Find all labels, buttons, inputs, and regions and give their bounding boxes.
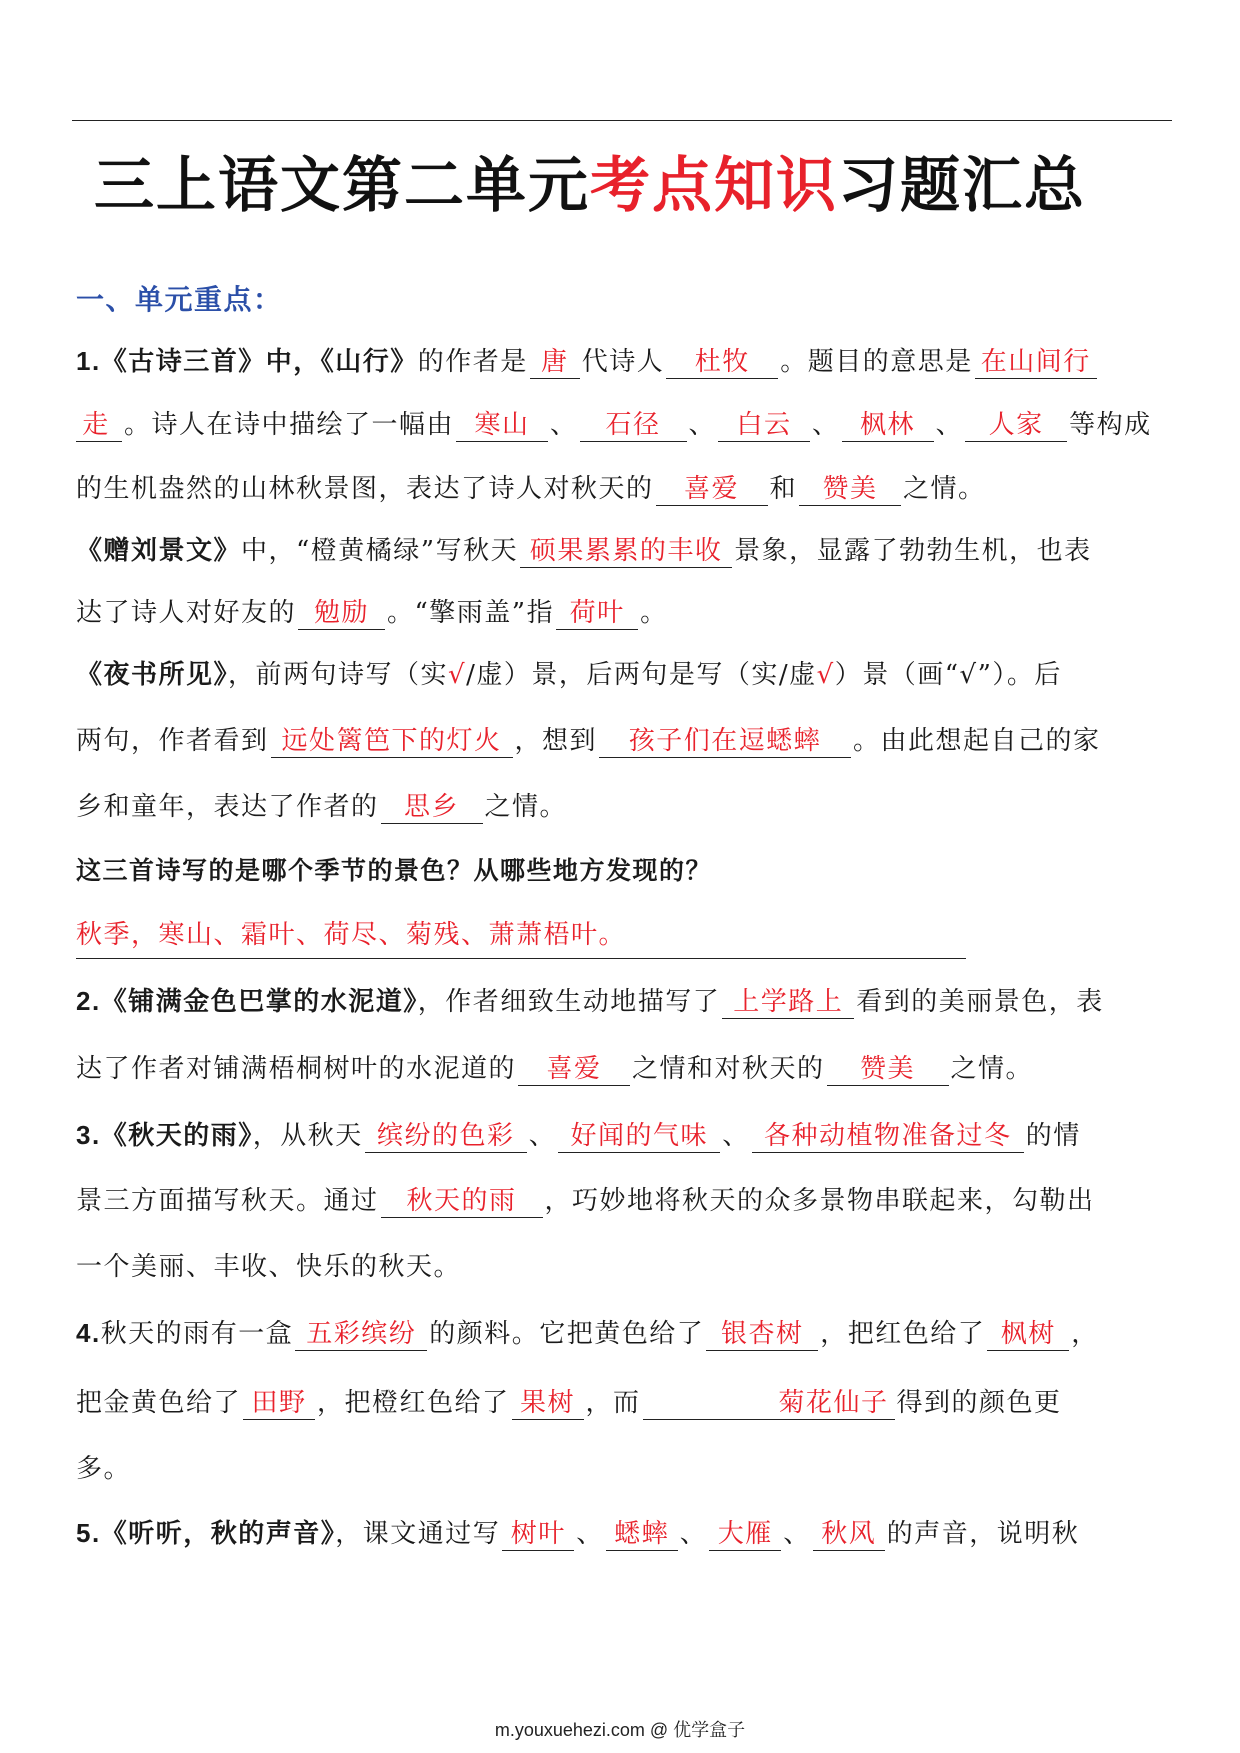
answer-blank: 田野: [243, 1388, 315, 1420]
text: 。题目的意思是: [780, 347, 973, 377]
q4-line-2: [76, 1388, 1062, 1420]
q1-line-6: [76, 660, 1062, 691]
text: 秋天的雨有一盒: [100, 1319, 294, 1349]
answer-blank: 杜牧: [666, 347, 778, 379]
answer-blank: 缤纷的色彩: [365, 1121, 527, 1153]
answer-blank: 大雁: [709, 1519, 781, 1551]
answer-blank: 枫林: [842, 410, 934, 442]
title-part: 习题汇总: [838, 151, 1086, 221]
discussion-answer: 秋季，寒山、霜叶、荷尽、菊残、萧萧梧叶。: [76, 920, 627, 950]
separator: 、: [722, 1121, 750, 1151]
answer-blank: 五彩缤纷: [295, 1319, 427, 1351]
q3-line-2: [76, 1186, 1095, 1218]
answer-blank: 各种动植物准备过冬: [752, 1121, 1024, 1153]
text: 乡和童年，表达了作者的: [76, 792, 379, 822]
answer-blank: 赞美: [827, 1054, 949, 1086]
text: ，课文通过写: [335, 1519, 501, 1549]
answer-blank: 蟋蟀: [606, 1519, 678, 1551]
answer-line: [76, 958, 966, 959]
text: ，从秋天: [252, 1121, 363, 1151]
separator: 、: [935, 410, 964, 440]
answer-blank: 喜爱: [518, 1054, 630, 1086]
answer-blank: 枫树: [987, 1319, 1069, 1351]
text: ，而: [585, 1388, 641, 1418]
poem-title: 《赠刘景文》: [76, 536, 242, 566]
text: 。“擎雨盖”指: [387, 598, 555, 628]
answer-blank: 走: [76, 410, 122, 442]
q4-line-3: [76, 1454, 131, 1485]
text: 。: [640, 598, 668, 628]
text: 把金黄色给了: [76, 1388, 242, 1418]
text: 多。: [76, 1454, 132, 1484]
text: 得到的颜色更: [896, 1388, 1062, 1418]
text: 达了作者对铺满梧桐树叶的水泥道的: [76, 1054, 517, 1084]
answer-blank: 唐: [530, 347, 580, 379]
q1-line-3: [76, 474, 986, 506]
separator: 、: [679, 1519, 708, 1549]
checkmark: √: [816, 660, 835, 690]
answer-blank: 秋风: [813, 1519, 885, 1551]
answer-blank: 树叶: [502, 1519, 574, 1551]
q1-line-8: [76, 792, 567, 824]
text: 代诗人: [581, 347, 665, 377]
answer-blank: 硕果累累的丰收: [520, 536, 732, 568]
text: 。诗人在诗中描绘了一幅由: [124, 410, 455, 440]
question-number: 5.: [76, 1518, 101, 1548]
text: ，把红色给了: [820, 1319, 986, 1349]
separator: 、: [812, 410, 840, 440]
text: 中，“橙黄橘绿”写秋天: [241, 536, 519, 566]
answer-blank: 赞美: [799, 474, 901, 506]
text: ，前两句诗写（实: [228, 660, 449, 690]
text: ，: [1071, 1319, 1099, 1349]
text: 之情和对秋天的: [632, 1054, 825, 1084]
q3-line-3: [76, 1252, 461, 1283]
answer-blank: 秋天的雨: [381, 1186, 543, 1218]
answer-blank: 思乡: [381, 792, 483, 824]
q5-line-1: [76, 1518, 1079, 1551]
answer-blank: 石径: [580, 410, 687, 442]
answer-blank: 勉励: [298, 598, 385, 630]
checkmark: √: [448, 660, 467, 690]
poem-title: 《夜书所见》: [76, 660, 229, 690]
discussion-question: 这三首诗写的是哪个季节的景色？从哪些地方发现的？: [76, 856, 713, 885]
answer-blank: 荷叶: [556, 598, 638, 630]
text: 之情。: [903, 474, 986, 504]
text: 的声音，说明秋: [886, 1519, 1080, 1549]
top-rule: [72, 120, 1172, 121]
question-number: 4.: [76, 1318, 101, 1348]
answer-blank: 好闻的气味: [558, 1121, 720, 1153]
text: ，作者细致生动地描写了: [417, 987, 721, 1017]
q2-line-1: [76, 986, 1104, 1019]
text: ，巧妙地将秋天的众多景物串联起来，勾勒出: [544, 1186, 1095, 1216]
text: 的颜料。它把黄色给了: [429, 1319, 705, 1349]
q1-line-5: [76, 598, 668, 630]
answer-blank: 孩子们在逗蟋蟀: [599, 726, 851, 758]
question-number: 1.: [76, 346, 101, 376]
answer-blank: 寒山: [456, 410, 548, 442]
text: 一个美丽、丰收、快乐的秋天。: [76, 1252, 462, 1282]
separator: 、: [528, 1121, 557, 1151]
text: 景象，显露了勃勃生机，也表: [734, 536, 1092, 566]
answer-blank: 菊花仙子: [643, 1388, 895, 1420]
answer-blank: 在山间行: [975, 347, 1097, 379]
text: 和: [769, 474, 798, 504]
text: 等构成: [1069, 410, 1152, 440]
lesson-title: 《听听，秋的声音》: [100, 1519, 336, 1549]
text: 的作者是: [417, 347, 528, 377]
footer-watermark[interactable]: m.youxuehezi.com @ 优学盒子: [494, 1720, 746, 1740]
q1-line-4: [76, 536, 1092, 568]
q4-line-1: [76, 1318, 1099, 1351]
text: 景三方面描写秋天。通过: [76, 1186, 379, 1216]
answer-blank: 远处篱笆下的灯火: [271, 726, 513, 758]
lesson-title: 《铺满金色巴掌的水泥道》: [100, 987, 418, 1017]
text: 看到的美丽景色，表: [856, 987, 1104, 1017]
text: 。由此想起自己的家: [853, 726, 1101, 756]
text: ）景（画“√”）。后: [834, 660, 1062, 690]
answer-blank: 人家: [965, 410, 1067, 442]
text: 两句，作者看到: [76, 726, 269, 756]
text: 达了诗人对好友的: [76, 598, 297, 628]
page-title: [0, 138, 1180, 224]
q2-line-2: [76, 1054, 1033, 1086]
answer-blank: 银杏树: [706, 1319, 818, 1351]
q1-line-7: [76, 726, 1101, 758]
separator: 、: [688, 410, 717, 440]
text: ，把橙红色给了: [317, 1388, 510, 1418]
answer-blank: 上学路上: [722, 987, 854, 1019]
lesson-title: 《秋天的雨》: [100, 1121, 253, 1151]
section-heading: 一、单元重点：: [76, 283, 283, 316]
title-highlight: 考点知识: [590, 151, 838, 221]
answer-blank: 喜爱: [656, 474, 768, 506]
text: 的生机盎然的山林秋景图，表达了诗人对秋天的: [76, 474, 654, 504]
answer-blank: 白云: [718, 410, 810, 442]
answer-blank: 果树: [512, 1388, 584, 1420]
q3-line-1: [76, 1120, 1081, 1153]
separator: 、: [550, 410, 578, 440]
title-part: 三上语文第二单元: [94, 151, 590, 221]
text: 的情: [1025, 1121, 1081, 1151]
poem-title: 《古诗三首》中，《山行》: [100, 347, 418, 377]
separator: 、: [783, 1519, 811, 1549]
text: 之情。: [950, 1054, 1034, 1084]
question-number: 2.: [76, 986, 101, 1016]
q1-line-1: [76, 346, 1099, 379]
separator: 、: [576, 1519, 604, 1549]
text: ，想到: [514, 726, 598, 756]
text: /虚）景，后两句是写（实/虚: [466, 660, 817, 690]
question-number: 3.: [76, 1120, 101, 1150]
q1-line-2: [76, 410, 1152, 442]
text: 之情。: [484, 792, 568, 822]
